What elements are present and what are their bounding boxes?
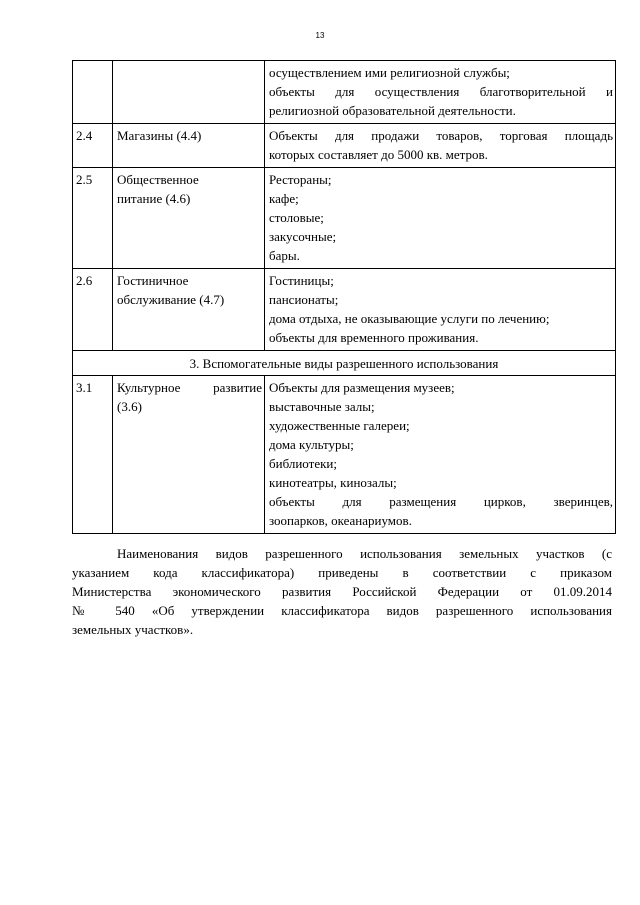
object-item: религиозной образовательной деятельности.	[269, 103, 516, 118]
object-item: библиотеки;	[269, 456, 337, 471]
object-item: столовые;	[269, 210, 324, 225]
use-type-name: Общественное	[117, 172, 199, 187]
object-item: объекты для временного проживания.	[269, 330, 479, 345]
use-type-name: питание (4.6)	[117, 191, 191, 206]
table-row	[73, 376, 616, 534]
footnote-line: Наименования видов разрешенного использования земельных участков (с	[117, 546, 612, 561]
footnote-line: указанием кода классификатора) приведены в соответствии с приказом	[72, 565, 612, 580]
row-number-cell: 2.6	[73, 269, 113, 351]
objects-cell	[265, 124, 616, 168]
table-row	[73, 124, 616, 168]
use-type-cell	[113, 168, 265, 269]
use-type-cell	[113, 124, 265, 168]
footnote-line: Министерства экономического развития Российской Федерации от 01.09.2014	[72, 584, 612, 599]
object-item: Гостиницы;	[269, 273, 334, 288]
section-header-row	[73, 351, 616, 376]
use-type-cell	[113, 269, 265, 351]
object-item: бары.	[269, 248, 300, 263]
object-item: зоопарков, океанариумов.	[269, 513, 412, 528]
object-item: выставочные залы;	[269, 399, 375, 414]
row-number-cell	[73, 61, 113, 124]
row-number-cell: 2.4	[73, 124, 113, 168]
object-item: объекты для размещения цирков, зверинцев,	[269, 494, 613, 509]
page-number: 13	[315, 31, 325, 40]
objects-cell	[265, 61, 616, 124]
section-header: 3. Вспомогательные виды разрешенного использования	[73, 351, 616, 376]
objects-cell	[265, 269, 616, 351]
object-item: художественные галереи;	[269, 418, 410, 433]
use-type-name: Культурное развитие	[117, 380, 262, 395]
use-type-name: обслуживание (4.7)	[117, 292, 225, 307]
use-type-cell	[113, 61, 265, 124]
objects-cell	[265, 168, 616, 269]
use-type-name: Магазины (4.4)	[117, 128, 202, 143]
table-row	[73, 168, 616, 269]
object-item: пансионаты;	[269, 292, 339, 307]
object-item: которых составляет до 5000 кв. метров.	[269, 147, 488, 162]
row-number-cell: 2.5	[73, 168, 113, 269]
table-row	[73, 269, 616, 351]
object-item: осуществлением ими религиозной службы;	[269, 65, 510, 80]
object-item: дома отдыха, не оказывающие услуги по лечению;	[269, 311, 550, 326]
object-item: Рестораны;	[269, 172, 332, 187]
use-type-name: Гостиничное	[117, 273, 189, 288]
objects-cell	[265, 376, 616, 534]
use-type-name: (3.6)	[117, 399, 142, 414]
footnote-line: земельных участков».	[72, 622, 194, 637]
object-item: объекты для осуществления благотворительной и	[269, 84, 613, 99]
object-item: закусочные;	[269, 229, 337, 244]
object-item: Объекты для размещения музеев;	[269, 380, 455, 395]
land-use-table	[72, 60, 616, 534]
object-item: кафе;	[269, 191, 299, 206]
footnote-paragraph	[72, 544, 612, 639]
object-item: дома культуры;	[269, 437, 354, 452]
footnote-line: № 540 «Об утверждении классификатора видов разрешенного использования	[72, 603, 612, 618]
object-item: Объекты для продажи товаров, торговая площадь	[269, 128, 613, 143]
table-row	[73, 61, 616, 124]
object-item: кинотеатры, кинозалы;	[269, 475, 397, 490]
row-number-cell: 3.1	[73, 376, 113, 534]
use-type-cell	[113, 376, 265, 534]
